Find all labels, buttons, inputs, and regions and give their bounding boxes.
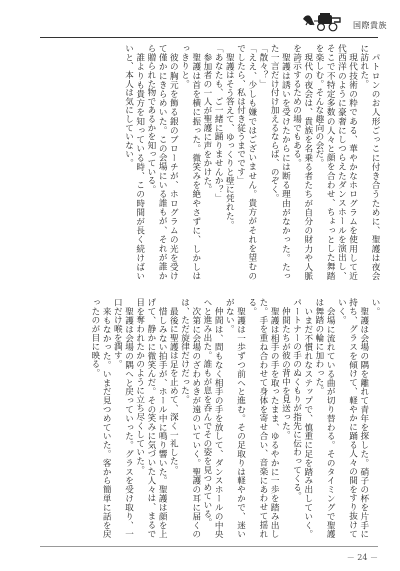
paragraph: い。 <box>370 298 380 316</box>
dialogue-line: 「散々？」 <box>257 44 268 88</box>
paragraph: 仲間は、間もなく相手の手を放して、ダンスホールの中央へと進み出た。誰もが息を呑んでその姿を見つめている。 <box>201 298 224 538</box>
paragraph: 会場に流れている曲が切り替わる。そのタイミングで聖護は舞踏の輪に加わった。 <box>313 298 336 538</box>
paragraph: 聖護は会場の隅へと戻っていった。グラスを受け取り、一口だけ喉を潤す。 <box>112 298 134 538</box>
paragraph: 現代の夜会は、貴族を名乗る者たちが自分の財力や人脈を誇示するための場でもある。 <box>291 44 313 280</box>
running-header <box>0 12 400 36</box>
paragraph: いまだ不慣れなステップで、慎重に足を踏み出していく。パートナーの手のぬくもりが指先に伝わってくる。 <box>291 298 313 538</box>
upper-text-block <box>40 44 380 280</box>
paragraph: 聖護は相手の手を取ったまま、ゆるやかに一歩を踏み出した。手を重ね合わせて身体を寄せ合い、音楽にあわせて揺れる。 <box>246 298 280 538</box>
header-rule <box>40 37 378 38</box>
paragraph: 聖護は首を横に振った。微笑みを絶やさずに、しかしはっきりと。 <box>179 44 201 280</box>
dialogue-line: 「あなたも、ご一緒に踊りませんか？」 <box>213 44 224 203</box>
paragraph: 最後に聖護は足を止めて、深く一礼した。 <box>168 306 179 474</box>
page-number: － 24 － <box>346 553 378 562</box>
paragraph: 聖護は会場の隅を離れて青年を探した。硝子の杯を片手に持ち、グラスを傾けて、軽やかに踊る人々の間をすり抜けていく。 <box>336 298 369 538</box>
dialogue-line: 「ええ、少しも嫌ではございません。貴方がそれを望むのでしたら、私は付き従うまでです」 <box>235 44 257 280</box>
paragraph: 聖護は誘いを受けたからには断る理由がなかった。たった一言だけ付け加えるならば、のぞく。 <box>269 44 291 280</box>
paragraph: 彼の胸元を飾る銀のブローチが、ホログラムの光を受けて僅かにきらめいた。この会場にいる誰もが、それが誰から贈られた物であるかを知っている。 <box>145 44 179 280</box>
carriage-icon <box>300 10 348 32</box>
paragraph: 次第に会場のざわめきが遠のいていく。聖護の耳に届くのは、ただ旋律だけだった。 <box>179 298 201 538</box>
paragraph: 誰よりも貴方を知っている時、この時間が長く続けばいいと、本人は気にしていない。 <box>123 44 145 280</box>
footer-rule <box>40 546 378 547</box>
book-title: 国際貴族 <box>353 21 387 30</box>
paragraph: 来もなかった。いまだ見つめていた。客から簡単に話を戻ったのが目に映る。 <box>89 298 112 538</box>
paragraph: 聖護はそう答えて、ゆっくりと壁に凭れた。 <box>224 52 235 229</box>
paragraph: 聖護は一歩ずつ前へと進む。その足取りは軽やかで、迷いがない。 <box>224 298 246 538</box>
paragraph: 惜しみない拍手が、ホール中に鳴り響いた。聖護は顔を上げて、静かに微笑んだ。その笑みに気づいた人々は、まるで目を奪われたかのように立ち尽くしていた。 <box>134 298 168 538</box>
lower-text-block <box>40 298 380 538</box>
paragraph: 現代技術の粋である、華やかなホログラムを使用して近代西洋のように豪奢にしつらえたダンスホールを演出し、そこで不特定多数の人々と顔を合わせ、ちょっとした舞踏を楽しむ。そんな趣向の会だ。 <box>313 44 358 280</box>
paragraph: 仲間たちが彼の背中を見送った。 <box>280 306 291 439</box>
paragraph: パトロンのお人形ごっこに付き合うために、聖護は夜会に訪れた。 <box>358 44 380 280</box>
paragraph: 参加者の一人が聖護に声をかけた。 <box>201 52 212 194</box>
